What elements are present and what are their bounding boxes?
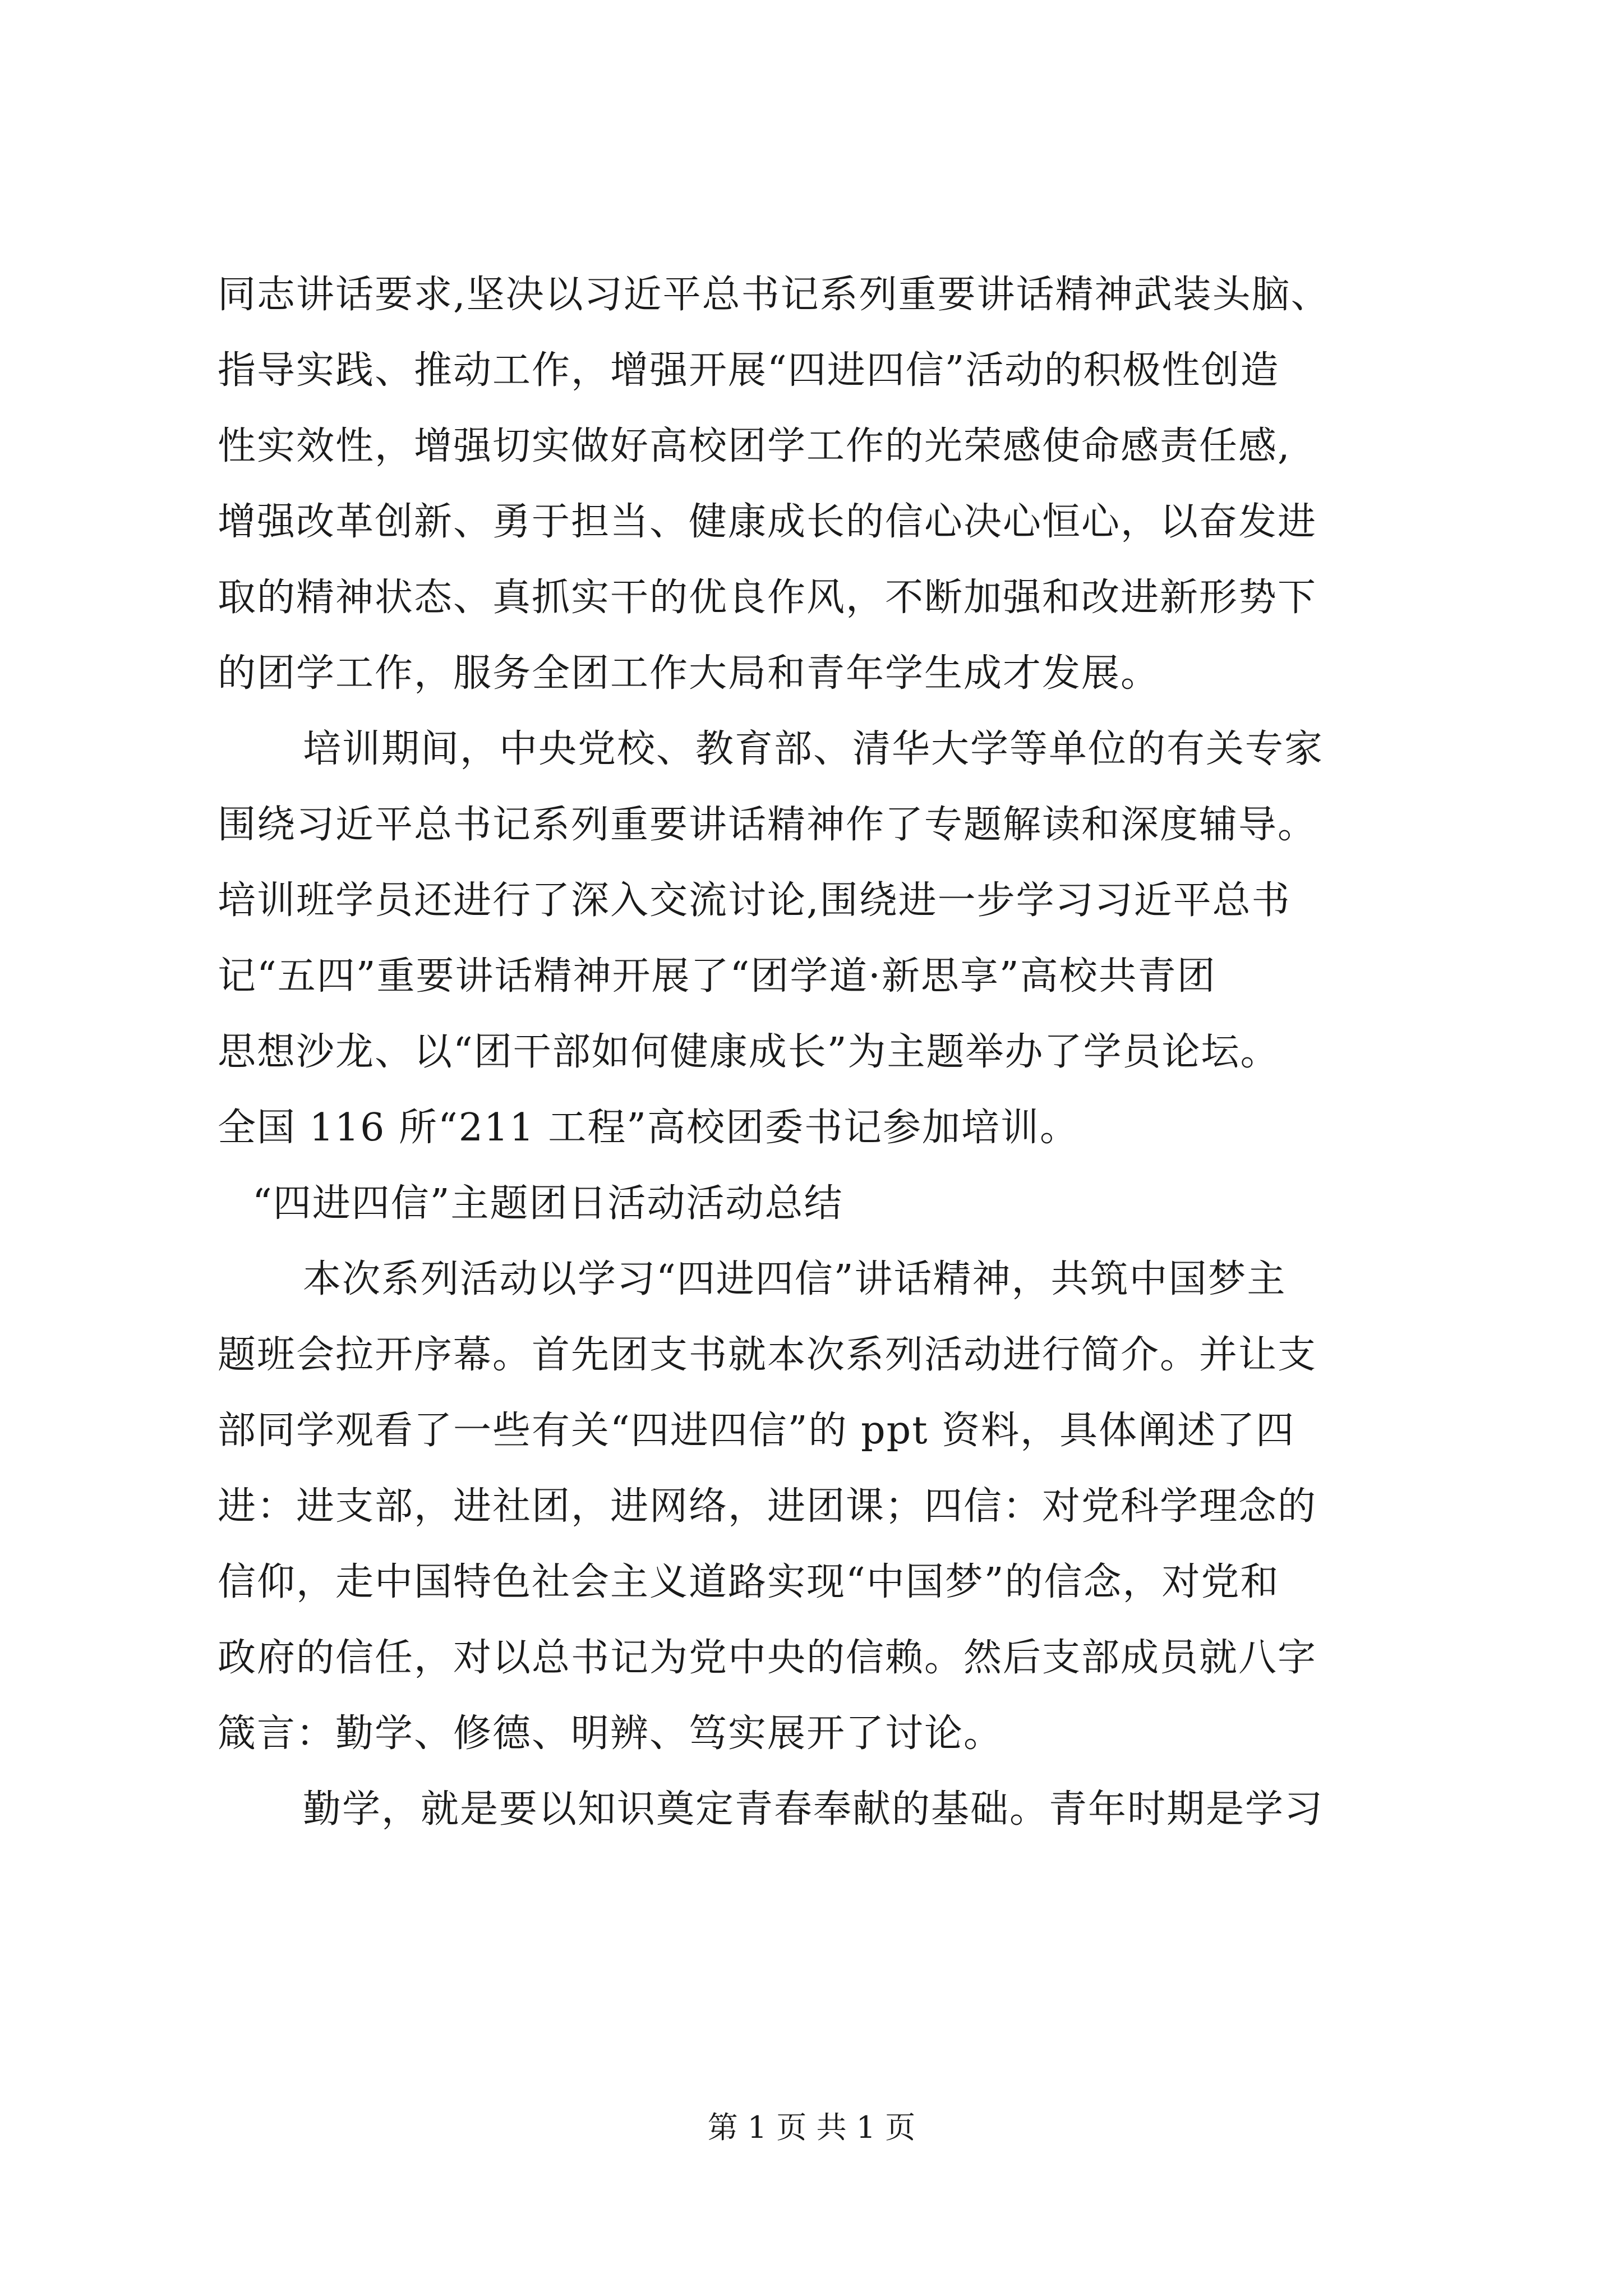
text-line: 部同学观看了一些有关“四进四信”的 ppt 资料，具体阐述了四 — [218, 1409, 1295, 1453]
text-line: 信仰，走中国特色社会主义道路实现“中国梦”的信念，对党和 — [218, 1560, 1280, 1604]
paragraph-start-line: 勤学，就是要以知识奠定青春奉献的基础。青年时期是学习 — [303, 1787, 1324, 1832]
text-line: 进：进支部，进社团，进网络，进团课；四信：对党科学理念的 — [218, 1484, 1317, 1529]
text-line: 性实效性，增强切实做好高校团学工作的光荣感使命感责任感, — [218, 424, 1291, 468]
text-line: 指导实践、推动工作，增强开展“四进四信”活动的积极性创造 — [218, 348, 1280, 393]
text-line: 的团学工作，服务全团工作大局和青年学生成才发展。 — [218, 651, 1160, 696]
text-line: 培训班学员还进行了深入交流讨论,围绕进一步学习习近平总书 — [218, 878, 1291, 923]
text-line: 取的精神状态、真抓实干的优良作风，不断加强和改进新形势下 — [218, 576, 1317, 620]
text-line: 政府的信任，对以总书记为党中央的信赖。然后支部成员就八字 — [218, 1636, 1317, 1680]
section-heading: “四进四信”主题团日活动活动总结 — [252, 1181, 843, 1226]
text-line: 记“五四”重要讲话精神开展了“团学道·新思享”高校共青团 — [218, 954, 1216, 999]
text-line: 增强改革创新、勇于担当、健康成长的信心决心恒心，以奋发进 — [218, 500, 1317, 544]
text-line: 箴言：勤学、修德、明辨、笃实展开了讨论。 — [218, 1711, 1003, 1756]
text-line: 同志讲话要求,坚决以习近平总书记系列重要讲话精神武装头脑、 — [218, 273, 1330, 317]
paragraph-start-line: 本次系列活动以学习“四进四信”讲话精神，共筑中国梦主 — [303, 1257, 1287, 1301]
text-line: 题班会拉开序幕。首先团支书就本次系列活动进行简介。并让支 — [218, 1333, 1317, 1377]
text-line: 思想沙龙、以“团干部如何健康成长”为主题举办了学员论坛。 — [218, 1030, 1280, 1074]
paragraph-start-line: 培训期间，中央党校、教育部、清华大学等单位的有关专家 — [303, 727, 1324, 771]
text-line: 全国 116 所“211 工程”高校团委书记参加培训。 — [218, 1106, 1079, 1150]
text-line: 围绕习近平总书记系列重要讲话精神作了专题解读和深度辅导。 — [218, 803, 1317, 847]
page-number-footer: 第 1 页 共 1 页 — [707, 2110, 916, 2145]
